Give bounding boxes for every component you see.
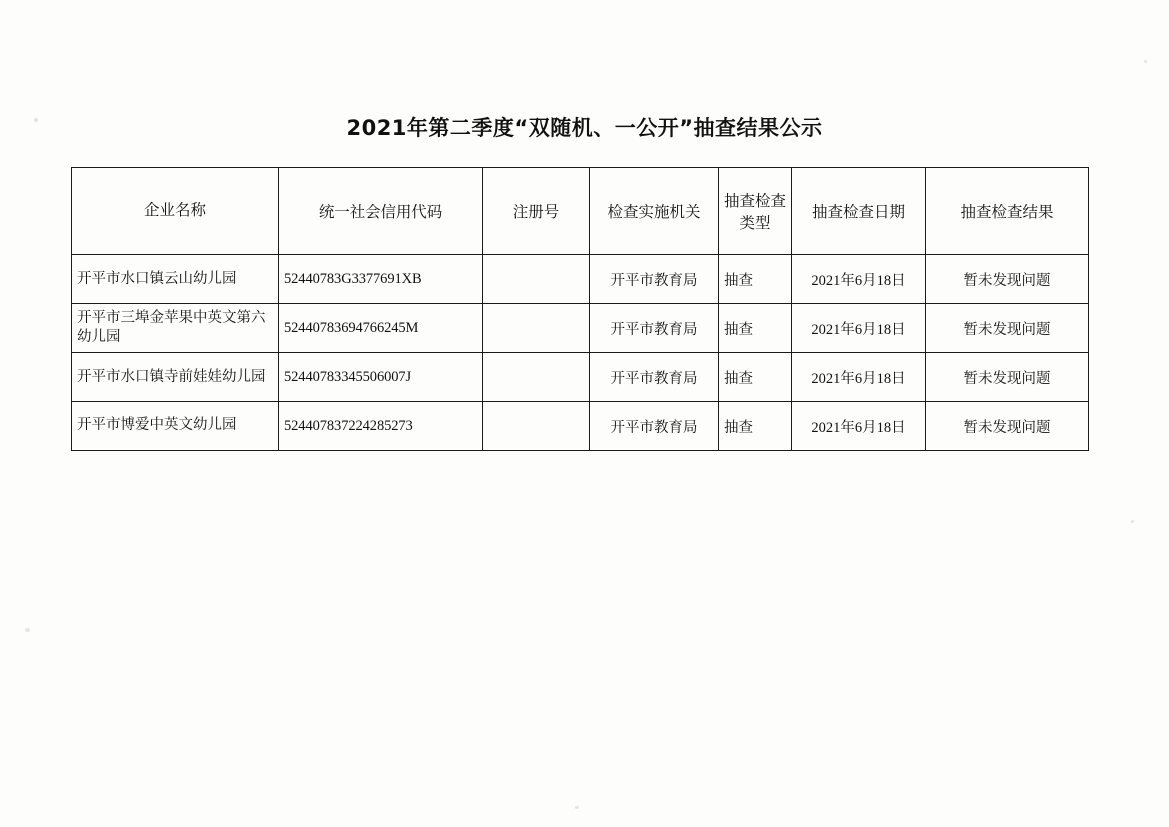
cell-registration-no bbox=[483, 353, 590, 402]
cell-inspection-org: 开平市教育局 bbox=[590, 255, 719, 304]
cell-inspection-type: 抽查 bbox=[719, 402, 792, 451]
table-header-row bbox=[72, 168, 1089, 255]
scan-speckle bbox=[25, 628, 30, 632]
table-row bbox=[72, 304, 1089, 353]
table-row bbox=[72, 255, 1089, 304]
cell-inspection-result: 暂未发现问题 bbox=[926, 255, 1089, 304]
cell-credit-code: 52440783345506007J bbox=[279, 353, 483, 402]
table-row bbox=[72, 402, 1089, 451]
cell-registration-no bbox=[483, 402, 590, 451]
cell-credit-code: 52440783G3377691XB bbox=[279, 255, 483, 304]
cell-company-name: 开平市水口镇寺前娃娃幼儿园 bbox=[72, 353, 279, 402]
cell-inspection-org: 开平市教育局 bbox=[590, 402, 719, 451]
inspection-results-table bbox=[71, 167, 1071, 451]
table-row bbox=[72, 353, 1089, 402]
cell-inspection-type: 抽查 bbox=[719, 353, 792, 402]
cell-inspection-result: 暂未发现问题 bbox=[926, 402, 1089, 451]
cell-inspection-result: 暂未发现问题 bbox=[926, 353, 1089, 402]
cell-inspection-date: 2021年6月18日 bbox=[792, 255, 926, 304]
cell-inspection-org: 开平市教育局 bbox=[590, 304, 719, 353]
header-credit-code: 统一社会信用代码 bbox=[279, 168, 483, 255]
cell-inspection-org: 开平市教育局 bbox=[590, 353, 719, 402]
scan-speckle bbox=[1131, 520, 1134, 523]
cell-inspection-type: 抽查 bbox=[719, 304, 792, 353]
header-registration-no: 注册号 bbox=[483, 168, 590, 255]
cell-inspection-date: 2021年6月18日 bbox=[792, 353, 926, 402]
cell-inspection-result: 暂未发现问题 bbox=[926, 304, 1089, 353]
cell-credit-code: 524407837224285273 bbox=[279, 402, 483, 451]
cell-inspection-date: 2021年6月18日 bbox=[792, 304, 926, 353]
cell-registration-no bbox=[483, 304, 590, 353]
cell-company-name: 开平市三埠金苹果中英文第六幼儿园 bbox=[72, 304, 279, 353]
cell-credit-code: 52440783694766245M bbox=[279, 304, 483, 353]
cell-registration-no bbox=[483, 255, 590, 304]
cell-inspection-date: 2021年6月18日 bbox=[792, 402, 926, 451]
cell-inspection-type: 抽查 bbox=[719, 255, 792, 304]
header-inspection-type: 抽查检查类型 bbox=[719, 168, 792, 255]
header-company-name: 企业名称 bbox=[72, 168, 279, 255]
page-title: 2021年第二季度“双随机、一公开”抽查结果公示 bbox=[346, 116, 823, 140]
header-inspection-result: 抽查检查结果 bbox=[926, 168, 1089, 255]
scan-speckle bbox=[1144, 60, 1147, 63]
header-inspection-org: 检查实施机关 bbox=[590, 168, 719, 255]
header-inspection-date: 抽查检查日期 bbox=[792, 168, 926, 255]
cell-company-name: 开平市水口镇云山幼儿园 bbox=[72, 255, 279, 304]
cell-company-name: 开平市博爱中英文幼儿园 bbox=[72, 402, 279, 451]
scan-speckle bbox=[575, 806, 579, 809]
